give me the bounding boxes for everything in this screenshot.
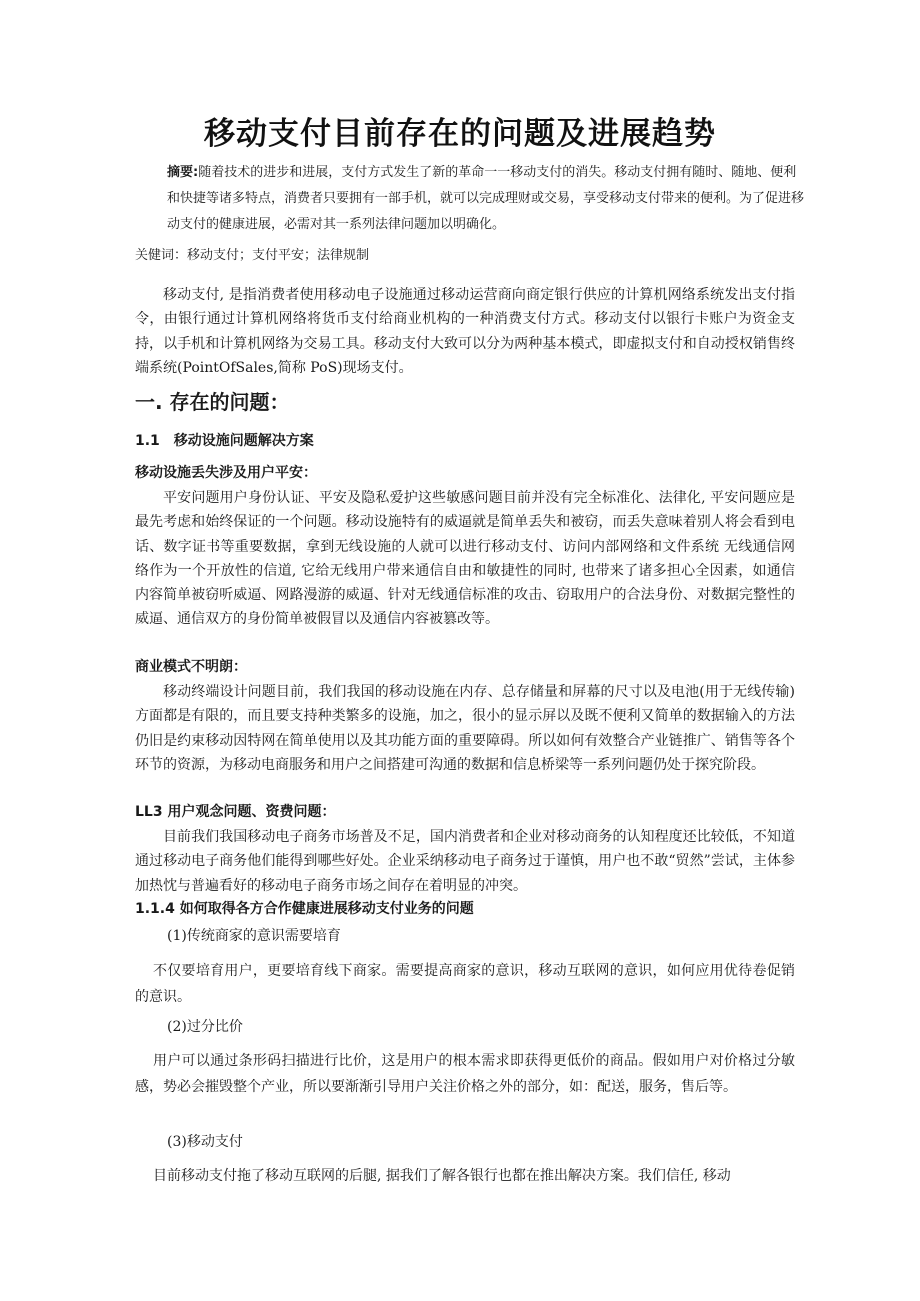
intro-paragraph: 移动支付, 是指消费者使用移动电子设施通过移动运营商向商定银行供应的计算机网络系统发出支付指令，由银行通过计算机网络将货币支付给商业机构的一种消费支付方式。移动支付以银行卡账户为资金支持，以手机和计算机网络为交易工具。移动支付大致可以分为两种基本模式，即虚拟支付和自动授权销售终端系统(PointOfSales,简称 PoS)现场支付。 (135, 287, 795, 376)
paragraph-item-3: 目前移动支付拖了移动互联网的后腿, 据我们了解各银行也都在推出解决方案。我们信任, 移动 (153, 1168, 731, 1184)
section-heading-1: 一. 存在的问题： (135, 390, 290, 414)
subheading-ll3: LL3 用户观念问题、资费问题： (135, 804, 336, 820)
keywords: 关健词：移动支付；支付平安；法律规制 (135, 248, 370, 263)
paragraph-business-model: 移动终端设计问题目前，我们我国的移动设施在内存、总存储量和屏幕的尺寸以及电池(用于无线传输)方面都是有限的，而且要支持种类繁多的设施，加之，很小的显示屏以及既不便利又简单的数据输入的方法仍旧是约束移动因特网在简单使用以及其功能方面的重要障碍。所以如何有效整合产业链推广、销售等各个环节的资源，为移动电商服务和用户之间搭建可沟通的数据和信息桥梁等一系列问题仍处于探究阶段。 (135, 684, 795, 773)
abstract-text: 随着技术的进步和进展，支付方式发生了新的革命一一移动支付的消失。移动支付拥有随时、随地、便利和快捷等诸多特点，消费者只要拥有一部手机，就可以完成理财或交易，享受移动支付带来的便利。为了促进移动支付的健康进展，必需对其一系列法律问题加以明确化。 (167, 165, 805, 232)
list-item-3: (3)移动支付 (167, 1134, 243, 1150)
subheading-1-1: 1.1 移动设施问题解决方案 (135, 433, 314, 449)
list-item-2: (2)过分比价 (167, 1019, 243, 1035)
paragraph-security: 平安问题用户身份认证、平安及隐私爱护这些敏感问题目前并没有完全标准化、法律化, 平安问题应是最先考虑和始终保证的一个问题。移动设施特有的威逼就是简单丢失和被窃，而丢失意味着别人将会看到电话、数字证书等重要数据，拿到无线设施的人就可以进行移动支付、访问内部网络和文件系统 无线通信网络作为一个开放性的信道, 它给无线用户带来通信自由和敏捷性的同时, 也带来了诸多担心全因素，如通信内容简单被窃听威逼、网路漫游的威逼、针对无线通信标准的攻击、窃取用户的合法身份、对数据完整性的威逼、通信双方的身份简单被假冒以及通信内容被篡改等。 (135, 490, 795, 628)
subheading-business-model: 商业模式不明朗： (135, 659, 247, 675)
subheading-1-1-4: 1.1.4 如何取得各方合作健康进展移动支付业务的问题 (135, 901, 474, 917)
paragraph-item-2: 用户可以通过条形码扫描进行比价，这是用户的根本需求即获得更低价的商品。假如用户对价格过分敏感，势必会摧毁整个产业，所以要渐渐引导用户关注价格之外的部分，如：配送，服务，售后等。 (135, 1053, 795, 1095)
page-title: 移动支付目前存在的问题及进展趋势 (204, 116, 716, 152)
paragraph-item-1: 不仅要培育用户，更要培育线下商家。需要提高商家的意识，移动互联网的意识，如何应用优待卷促销的意识。 (135, 963, 795, 1005)
abstract-label: 摘要: (167, 165, 199, 180)
list-item-1: (1)传统商家的意识需要培育 (167, 928, 341, 944)
paragraph-ll3: 目前我们我国移动电子商务市场普及不足，国内消费者和企业对移动商务的认知程度还比较低，不知道通过移动电子商务他们能得到哪些好处。企业采纳移动电子商务过于谨慎，用户也不敢“贸然”尝试，主体参加热忱与普遍看好的移动电子商务市场之间存在着明显的冲突。 (135, 829, 795, 894)
abstract (167, 160, 807, 238)
subheading-device-security: 移动设施丢失涉及用户平安： (135, 465, 317, 481)
